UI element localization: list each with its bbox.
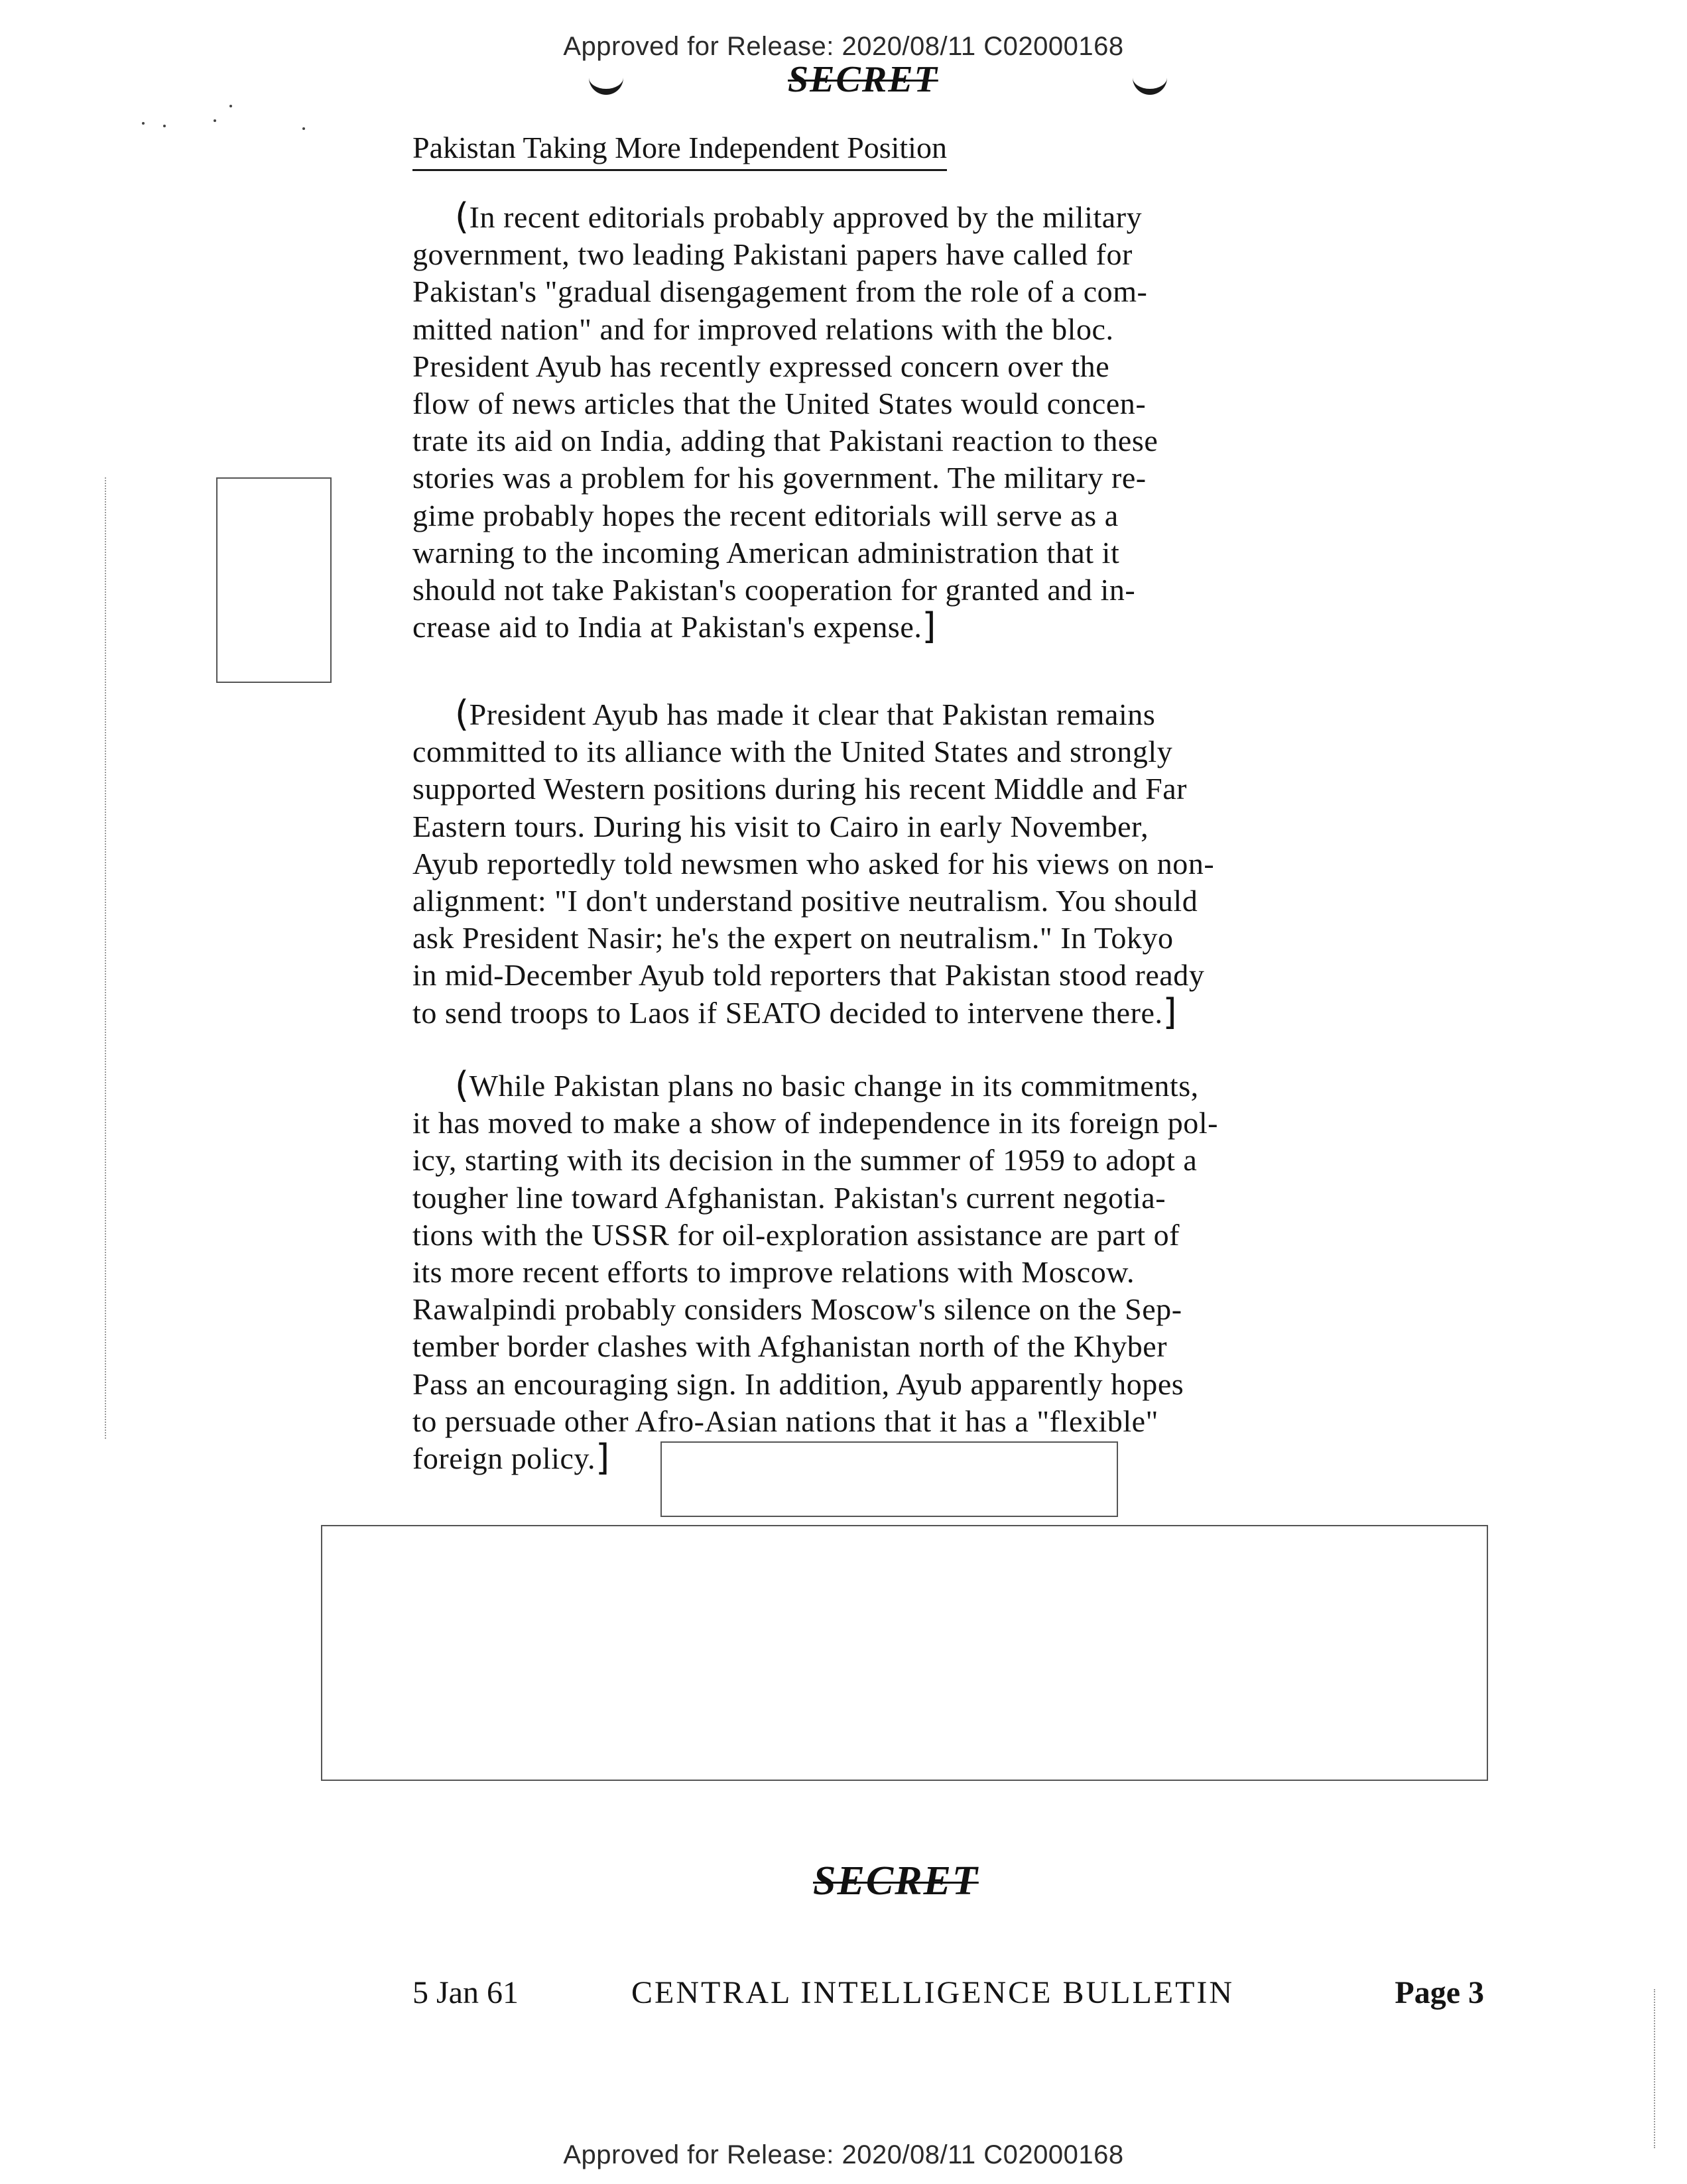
open-bracket-mark: ( bbox=[455, 693, 469, 735]
paragraph-line: Pakistan's "gradual disengagement from the role of a com- bbox=[412, 274, 1148, 309]
scan-speck bbox=[302, 127, 305, 130]
scan-edge-artifact bbox=[1654, 1989, 1656, 2148]
scan-speck bbox=[229, 105, 232, 107]
paragraph-line: gime probably hopes the recent editorials will serve as a bbox=[412, 498, 1119, 532]
paragraph-line: alignment: "I don't understand positive neutralism. You should bbox=[412, 884, 1198, 918]
close-bracket-mark: ] bbox=[595, 1437, 610, 1479]
hole-punch-mark-left bbox=[589, 74, 623, 95]
paragraph-line: in mid-December Ayub told reporters that Pakistan stood ready bbox=[412, 958, 1205, 993]
paragraph-line: Ayub reportedly told newsmen who asked for his views on non- bbox=[412, 846, 1215, 880]
hole-punch-mark-right bbox=[1133, 74, 1167, 95]
open-bracket-mark: ( bbox=[455, 196, 469, 237]
paragraph bbox=[412, 693, 1487, 1033]
classification-marking-top: SECRET bbox=[788, 59, 938, 100]
paragraph-line: Eastern tours. During his visit to Cairo in early November, bbox=[412, 809, 1149, 843]
redaction-box-inline bbox=[660, 1441, 1118, 1517]
footer-date: 5 Jan 61 bbox=[412, 1975, 519, 2010]
paragraph-line: foreign policy.] bbox=[412, 1437, 610, 1479]
paragraph-line: flow of news articles that the United States would concen- bbox=[412, 387, 1147, 421]
paragraph-line: (While Pakistan plans no basic change in its commitments, bbox=[455, 1064, 1199, 1106]
close-bracket-mark: ] bbox=[1162, 991, 1178, 1033]
paragraph-line: supported Western positions during his recent Middle and Far bbox=[412, 772, 1188, 806]
classification-marking-bottom: SECRET bbox=[813, 1858, 979, 1904]
paragraph-line: warning to the incoming American administration that it bbox=[412, 535, 1120, 570]
paragraph-line: to send troops to Laos if SEATO decided to intervene there.] bbox=[412, 991, 1178, 1033]
paragraph-line: crease aid to India at Pakistan's expense.] bbox=[412, 605, 937, 648]
paragraph-line: it has moved to make a show of independence in its foreign pol- bbox=[412, 1106, 1219, 1140]
paragraph-line: government, two leading Pakistani papers have called for bbox=[412, 237, 1133, 272]
article-heading: Pakistan Taking More Independent Position bbox=[412, 130, 947, 171]
paragraph-line: tougher line toward Afghanistan. Pakistan's current negotia- bbox=[412, 1180, 1166, 1215]
close-bracket-mark: ] bbox=[922, 605, 937, 648]
redaction-box-margin bbox=[216, 477, 332, 683]
paragraph-line: mitted nation" and for improved relations with the bloc. bbox=[412, 312, 1114, 346]
redaction-box-large bbox=[321, 1525, 1488, 1781]
release-stamp-bottom: Approved for Release: 2020/08/11 C02000168 bbox=[563, 2140, 1124, 2169]
page-footer bbox=[412, 1974, 1487, 2021]
paragraph-line: Pass an encouraging sign. In addition, Ayub apparently hopes bbox=[412, 1366, 1184, 1401]
paragraph-line: tember border clashes with Afghanistan north of the Khyber bbox=[412, 1329, 1168, 1364]
paragraph-line: (In recent editorials probably approved by the military bbox=[455, 196, 1143, 237]
open-bracket-mark: ( bbox=[455, 1064, 469, 1106]
paragraph-line: President Ayub has recently expressed concern over the bbox=[412, 349, 1110, 383]
paragraph-line: ask President Nasir; he's the expert on neutralism." In Tokyo bbox=[412, 921, 1174, 955]
paragraph-line: (President Ayub has made it clear that Pakistan remains bbox=[455, 693, 1156, 735]
scan-speck bbox=[163, 125, 166, 127]
paragraph-line: tions with the USSR for oil-exploration assistance are part of bbox=[412, 1217, 1180, 1252]
paragraph-line: stories was a problem for his government. The military re- bbox=[412, 461, 1147, 495]
paragraph-line: Rawalpindi probably considers Moscow's silence on the Sep- bbox=[412, 1292, 1182, 1327]
paragraph-line: committed to its alliance with the United States and strongly bbox=[412, 735, 1173, 769]
paragraph-line: its more recent efforts to improve relations with Moscow. bbox=[412, 1255, 1135, 1290]
paragraph-line: to persuade other Afro-Asian nations that it has a "flexible" bbox=[412, 1404, 1158, 1438]
scan-speck bbox=[214, 119, 216, 122]
scan-edge-artifact bbox=[105, 477, 107, 1439]
footer-publication-title: CENTRAL INTELLIGENCE BULLETIN bbox=[631, 1975, 1235, 2010]
footer-page-number: Page 3 bbox=[1395, 1975, 1484, 2010]
paragraph-line: icy, starting with its decision in the summer of 1959 to adopt a bbox=[412, 1143, 1198, 1178]
paragraph-line: should not take Pakistan's cooperation for granted and in- bbox=[412, 573, 1136, 607]
paragraph bbox=[412, 196, 1487, 648]
scan-speck bbox=[142, 122, 145, 125]
paragraph-line: trate its aid on India, adding that Pakistani reaction to these bbox=[412, 424, 1158, 458]
paragraph bbox=[412, 1064, 1487, 1479]
release-stamp-top: Approved for Release: 2020/08/11 C02000168 bbox=[563, 32, 1124, 61]
